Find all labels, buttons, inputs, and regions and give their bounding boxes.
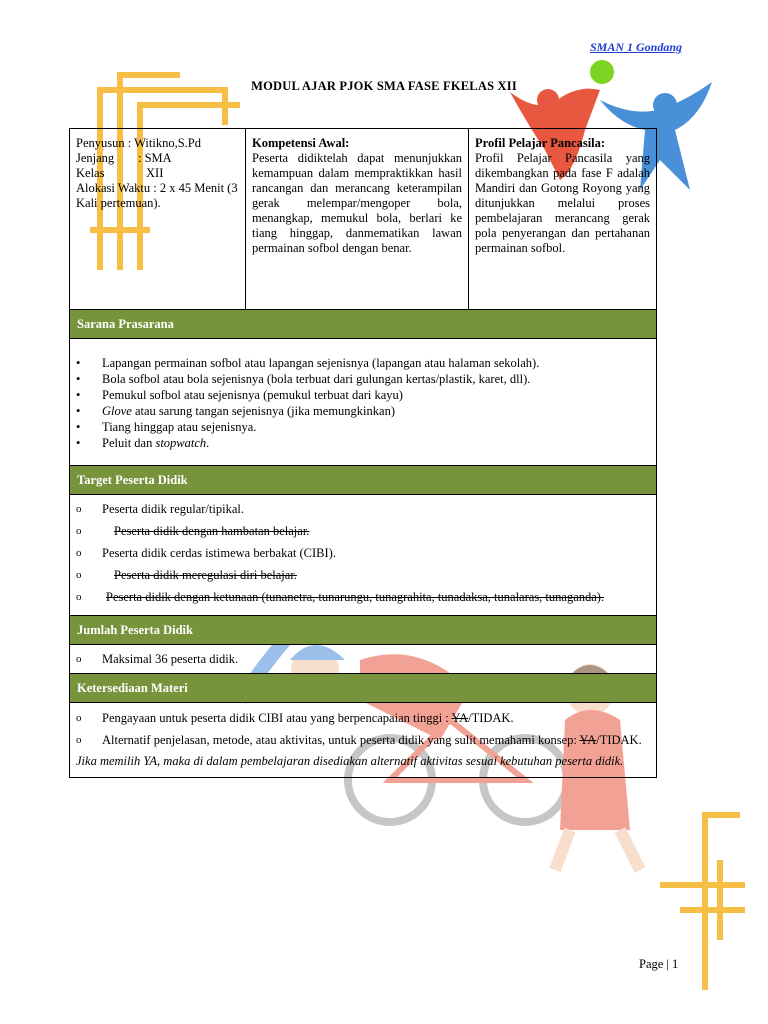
bullet-icon: •: [76, 372, 81, 386]
profil-text: Profil Pelajar Pancasila yang dikembangkan pada fase F adalah Mandiri dan Gotong Royong yang ditunjukkan melalui proses pembelajaran merancang gerak pola penyerangan dan pertahanan permainan sofbol.: [475, 151, 650, 255]
alokasi-field: Alokasi Waktu : 2 x 45 Menit (3 Kali pertemuan).: [76, 181, 238, 210]
target-item-text: Peserta didik cerdas istimewa berbakat (CIBI).: [102, 546, 336, 560]
list-item: [76, 387, 650, 403]
bullet-icon: •: [76, 420, 81, 434]
list-item: [76, 732, 650, 748]
list-item: [76, 403, 650, 419]
circle-bullet-icon: o: [76, 547, 82, 559]
kompetensi-text: Peserta didiktelah dapat menunjukkan kemampuan dalam mempraktikkan hasil rancangan dan merancang keterampilan gerak melempar/mengoper bola, menangkap, memukul bola, berlari ke tiang hinggap, danmematikan lawan permainan sofbol dengan benar.: [252, 151, 462, 255]
jumlah-heading: Jumlah Peserta Didik: [70, 616, 656, 645]
list-item: [76, 435, 650, 451]
profil-cell: [469, 129, 656, 309]
list-item: [76, 710, 650, 726]
sarana-list: [76, 355, 650, 451]
materi-option-ya: YA: [579, 733, 597, 747]
bullet-icon: •: [76, 388, 81, 402]
circle-bullet-icon: o: [76, 653, 82, 665]
materi-item-text: Pengayaan untuk peserta didik CIBI atau yang berpencapaian tinggi :: [102, 711, 452, 725]
penyusun-field: Penyusun : Witikno,S.Pd: [76, 136, 201, 150]
circle-bullet-icon: o: [76, 569, 82, 581]
target-section: [70, 495, 656, 616]
bullet-icon: •: [76, 404, 81, 418]
materi-item-text: Alternatif penjelasan, metode, atau aktivitas, untuk peserta didik yang sulit memahami konsep:: [102, 733, 580, 747]
sarana-item-text: Peluit dan: [102, 436, 156, 450]
document-title: MODUL AJAR PJOK SMA FASE FKELAS XII: [251, 79, 517, 93]
list-item: [76, 545, 650, 561]
list-item: [76, 523, 650, 539]
jenjang-field: [76, 151, 239, 166]
sarana-heading: Sarana Prasarana: [70, 310, 656, 339]
sarana-item-text: atau sarung tangan sejenisnya (jika memungkinkan): [131, 404, 395, 418]
kelas-field: [76, 166, 239, 181]
jenjang-value: : SMA: [138, 151, 172, 165]
bullet-icon: •: [76, 436, 81, 450]
materi-option-ya: YA: [451, 711, 469, 725]
jumlah-list: [76, 651, 650, 667]
circle-bullet-icon: o: [76, 712, 82, 724]
list-item: [76, 651, 650, 667]
target-heading: Target Peserta Didik: [70, 466, 656, 495]
identity-cell: [70, 129, 246, 309]
list-item: [76, 589, 650, 605]
sarana-item-text: Lapangan permainan sofbol atau lapangan sejenisnya (lapangan atau halaman sekolah).: [102, 356, 540, 370]
list-item: [76, 501, 650, 517]
sarana-item-end: .: [206, 436, 210, 450]
kelas-label: Kelas: [76, 166, 105, 180]
materi-section: [70, 703, 656, 777]
target-item-text: Peserta didik dengan hambatan belajar.: [114, 524, 310, 538]
page-number: Page | 1: [639, 957, 679, 971]
sarana-item-text: Pemukul sofbol atau sejenisnya (pemukul terbuat dari kayu): [102, 388, 403, 402]
bullet-icon: •: [76, 356, 81, 370]
circle-bullet-icon: o: [76, 591, 82, 603]
circle-bullet-icon: o: [76, 525, 82, 537]
materi-heading: Ketersediaan Materi: [70, 674, 656, 703]
materi-note: Jika memilih YA, maka di dalam pembelajaran disediakan alternatif aktivitas sesuai kebutuhan peserta didik.: [76, 754, 624, 768]
materi-list: [76, 710, 650, 748]
sarana-item-text: Bola sofbol atau bola sejenisnya (bola terbuat dari gulungan kertas/plastik, karet, dll).: [102, 372, 531, 386]
identity-row: [70, 129, 656, 310]
sarana-item-italic: stopwatch: [155, 436, 207, 450]
list-item: [76, 419, 650, 435]
sarana-section: [70, 339, 656, 466]
kompetensi-heading: Kompetensi Awal:: [252, 136, 350, 150]
jumlah-item-text: Maksimal 36 peserta didik.: [102, 652, 239, 666]
target-item-text: Peserta didik regular/tipikal.: [102, 502, 244, 516]
list-item: [76, 355, 650, 371]
materi-option-tidak: /TIDAK.: [596, 733, 642, 747]
target-list: [76, 501, 650, 605]
sarana-item-italic: Glove: [102, 404, 132, 418]
circle-bullet-icon: o: [76, 734, 82, 746]
list-item: [76, 567, 650, 583]
school-name[interactable]: SMAN 1 Gondang: [589, 40, 682, 54]
sarana-item-text: Tiang hinggap atau sejenisnya.: [102, 420, 257, 434]
jumlah-section: [70, 645, 656, 674]
list-item: [76, 371, 650, 387]
target-item-text: Peserta didik dengan ketunaan (tunanetra, tunarungu, tunagrahita, tunadaksa, tunalaras, tunaganda).: [106, 590, 605, 604]
circle-bullet-icon: o: [76, 503, 82, 515]
jenjang-label: Jenjang: [76, 151, 115, 165]
kelas-value: XII: [146, 166, 164, 180]
kompetensi-cell: [246, 129, 469, 309]
module-sheet: [69, 128, 657, 778]
profil-heading: Profil Pelajar Pancasila:: [475, 136, 606, 150]
materi-option-tidak: /TIDAK.: [468, 711, 514, 725]
target-item-text: Peserta didik meregulasi diri belajar.: [114, 568, 297, 582]
